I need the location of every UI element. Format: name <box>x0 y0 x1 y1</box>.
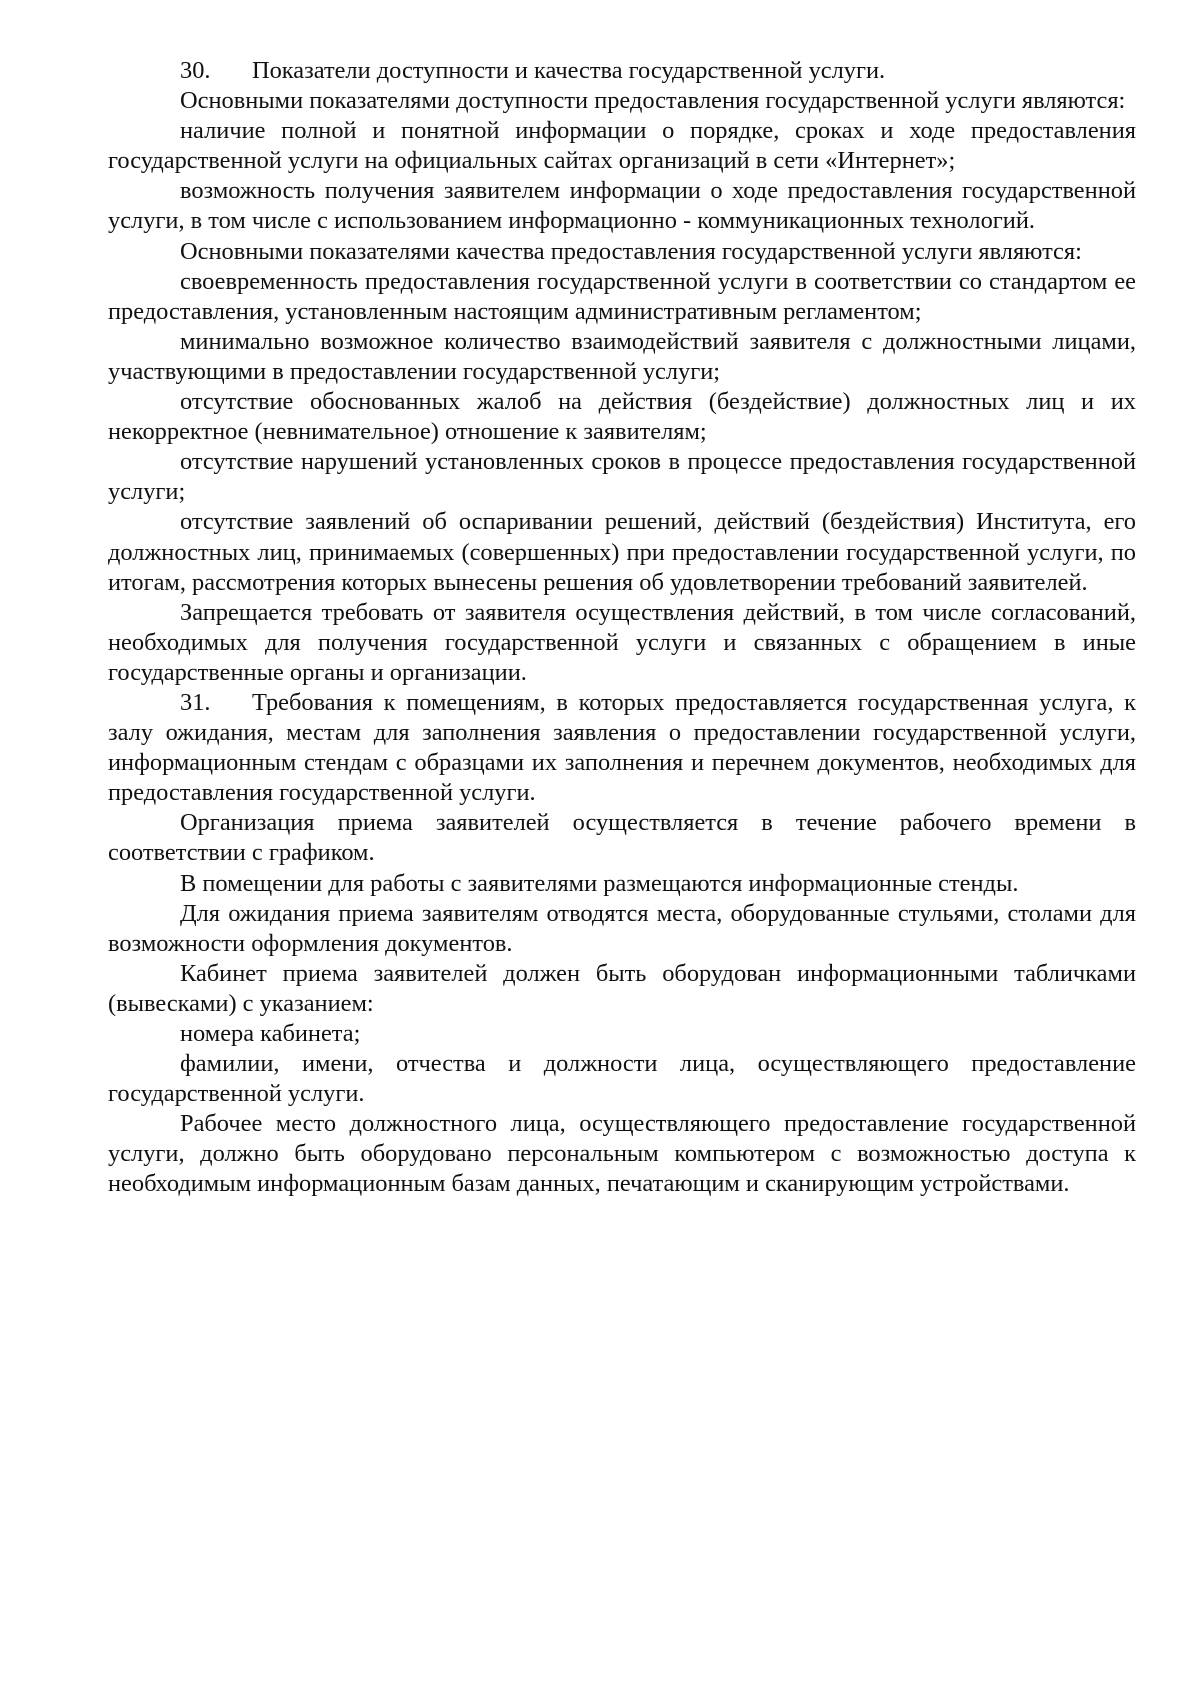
paragraph: отсутствие нарушений установленных сроков в процессе предоставления государственной услуги; <box>108 448 1136 506</box>
paragraph-text: Показатели доступности и качества государственной услуги. <box>252 57 886 84</box>
paragraph: Запрещается требовать от заявителя осуществления действий, в том числе согласований, необходимых для получения государственной услуги и связанных с обращением в иные государственные органы и организации. <box>108 598 1136 686</box>
paragraph: Основными показателями качества предоставления государственной услуги являются: <box>180 237 1082 265</box>
paragraph: отсутствие заявлений об оспаривании решений, действий (бездействия) Института, его должностных лиц, принимаемых (совершенных) при предоставлении государственной услуги, по итогам, рассмотрения которых вынесены решения об удовлетворении требований заявителей. <box>108 508 1136 596</box>
paragraph: Рабочее место должностного лица, осуществляющего предоставление государственной услуги, должно быть оборудовано персональным компьютером с возможностью доступа к необходимым информационным базам данных, печатающим и сканирующим устройствами. <box>108 1110 1136 1198</box>
section-number: 31. <box>180 688 211 716</box>
paragraph: Организация приема заявителей осуществляется в течение рабочего времени в соответствии с графиком. <box>108 809 1136 867</box>
document-page <box>108 56 1136 1200</box>
paragraph: минимально возможное количество взаимодействий заявителя с должностными лицами, участвующими в предоставлении государственной услуги; <box>108 327 1136 385</box>
paragraph: Кабинет приема заявителей должен быть оборудован информационными табличками (вывесками) с указанием: <box>108 959 1136 1017</box>
section-number: 30. <box>180 57 211 84</box>
paragraph: своевременность предоставления государственной услуги в соответствии со стандартом ее предоставления, установленным настоящим административным регламентом; <box>108 267 1136 325</box>
paragraph: наличие полной и понятной информации о порядке, сроках и ходе предоставления государственной услуги на официальных сайтах организаций в сети «Интернет»; <box>108 117 1136 175</box>
paragraph: номера кабинета; <box>180 1020 361 1047</box>
paragraph: Основными показателями доступности предоставления государственной услуги являются: <box>180 87 1126 115</box>
paragraph: возможность получения заявителем информации о ходе предоставления государственной услуги, в том числе с использованием информационно - коммуникационных технологий. <box>108 177 1136 235</box>
paragraph-text: Требования к помещениям, в которых предоставляется государственная услуга, к залу ожидания, местам для заполнения заявления о предоставлении государственной услуги, информационным стендам с образцами их заполнения и перечнем документов, необходимых для предоставления государственной услуги. <box>108 688 1136 807</box>
section-31-heading <box>108 688 1136 808</box>
paragraph: Для ожидания приема заявителям отводятся места, оборудованные стульями, столами для возможности оформления документов. <box>108 899 1136 957</box>
section-30-heading <box>108 56 1136 86</box>
paragraph: В помещении для работы с заявителями размещаются информационные стенды. <box>180 869 1019 897</box>
paragraph: отсутствие обоснованных жалоб на действия (бездействие) должностных лиц и их некорректное (невнимательное) отношение к заявителям; <box>108 388 1136 446</box>
paragraph: фамилии, имени, отчества и должности лица, осуществляющего предоставление государственной услуги. <box>108 1050 1136 1108</box>
